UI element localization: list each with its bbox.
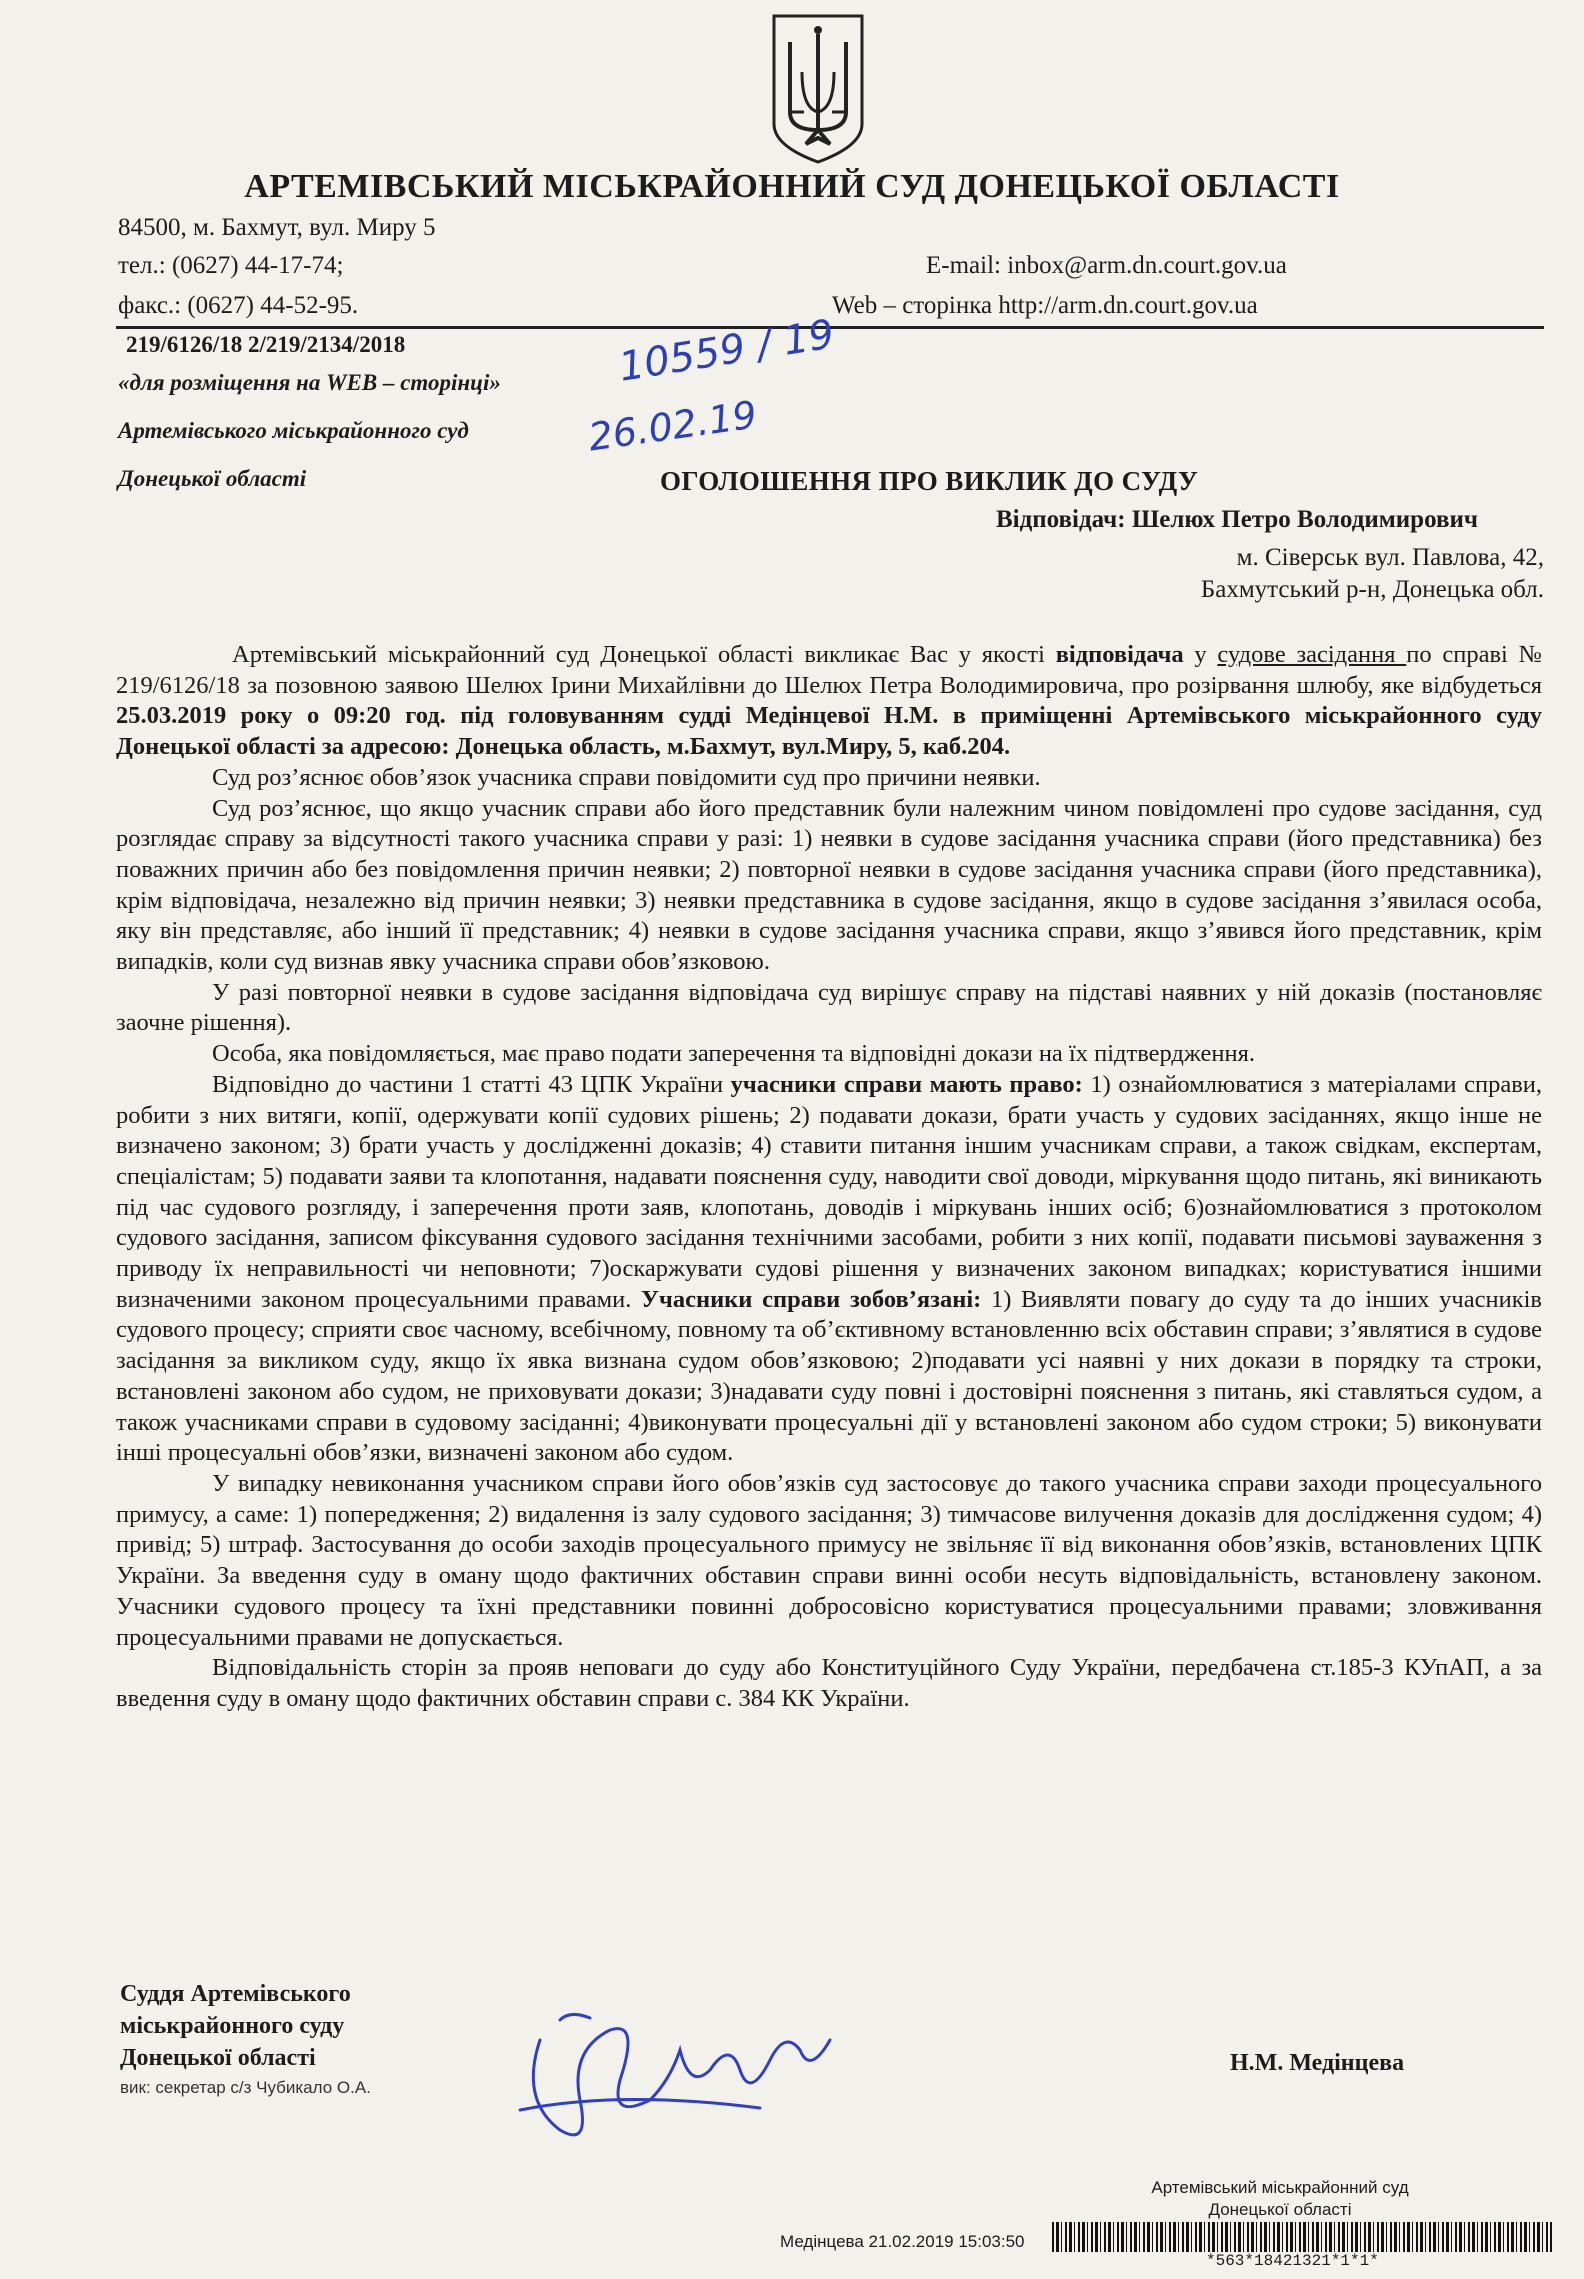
default-judgment-paragraph: У разі повторної неявки в судове засідання відповідача суд вирішує справу на підставі наявних у ній доказів (постановляє заочне рішення). xyxy=(116,978,1542,1037)
court-address: 84500, м. Бахмут, вул. Миру 5 xyxy=(118,214,436,241)
respondent-address-line-2: Бахмутський р-н, Донецька обл. xyxy=(1200,576,1544,603)
objection-right-paragraph: Особа, яка повідомляється, має право подати заперечення та відповідні докази на їх підтвердження. xyxy=(212,1040,1255,1068)
court-phone: тел.: (0627) 44-17-74; xyxy=(118,252,344,279)
respondent-name: Відповідач: Шелюх Петро Володимирович xyxy=(996,506,1478,533)
judge-title-line-3: Донецької області xyxy=(120,2045,316,2071)
judge-name: Н.М. Медінцева xyxy=(1230,2050,1405,2076)
absence-duty-paragraph: Суд роз’яснює обов’язок учасника справи повідомити суд про причини неявки. xyxy=(212,763,1041,791)
case-numbers: 219/6126/18 2/219/2134/2018 xyxy=(126,332,406,357)
stamp-line-2: Донецької області xyxy=(1208,2200,1352,2219)
coercion-measures-paragraph: У випадку невиконання учасником справи його обов’язків суд застосовує до такого учасника справи заходи процесуального примусу, а саме: 1) попередження; 2) видалення із залу судового засідання; 3) тимчасове вилучення доказів для дослідження судом; 4) привід; 5) штраф. Застосування до особи заходів процесуального примусу не звільняє її від виконання обов’язків, встановлених ЦПК України. За введення суду в оману щодо фактичних обставин справи винні особи несуть відповідальність, встановлену законом. Учасники судового процесу та їхні представники повинні добросовісно користуватися процесуальними правами; зловживання процесуальними правами не допускається. xyxy=(116,1469,1542,1651)
handwritten-registration-number: 10559 / 19 xyxy=(615,311,838,391)
summons-paragraph: Артемівський міськрайонний суд Донецької області викликає Вас у якості відповідача у судове засідання по справі № 219/6126/18 за позовною заявою Шелюх Ірини Михайлівни до Шелюх Петра Володимировича, про розірвання шлюбу, яке відбудеться 25.03.2019 року о 09:20 год. під головуванням судді Медінцевої Н.М. в приміщенні Артемівського міськрайонного суду Донецької області за адресою: Донецька область, м.Бахмут, вул.Миру, 5, каб.204. xyxy=(116,641,1542,761)
handwritten-registration-date: 26.02.19 xyxy=(585,392,760,460)
absence-consequences-paragraph: Суд роз’яснює, що якщо учасник справи або його представник були належним чином повідомлені про судове засідання, суд розглядає справу за відсутності такого учасника справи у разі: 1) неявки в судове засідання учасника справи (його представника) без поважних причин або без повідомлення причин неявки; 2) повторної неявки в судове засідання учасника справи (його представника), крім відповідача, незалежно від причин неявки; 3) неявки представника в судове засідання, якщо в судове засідання з’явилася особа, яку він представляє, або інший її представник; 4) неявки в судове засідання учасника справи, якщо з’явився його представник, крім випадків, коли суд визнав явку учасника справи обов’язковою. xyxy=(116,794,1542,976)
coat-of-arms-icon xyxy=(768,12,868,164)
barcode-icon xyxy=(1052,2222,1552,2252)
judge-title-line-2: міськрайонного суду xyxy=(120,2013,345,2039)
court-title: АРТЕМІВСЬКИЙ МІСЬКРАЙОННИЙ СУД ДОНЕЦЬКОЇ ОБЛАСТІ xyxy=(244,168,1340,205)
barcode-text: *563*18421321*1*1* xyxy=(1206,2252,1379,2270)
court-stamp xyxy=(1150,2177,1410,2221)
handwritten-signature xyxy=(500,1980,860,2160)
stamp-line-1: Артемівський міськрайонний суд xyxy=(1151,2178,1409,2197)
court-email: E-mail: inbox@arm.dn.court.gov.ua xyxy=(926,252,1287,279)
notice-heading: ОГОЛОШЕННЯ ПРО ВИКЛИК ДО СУДУ xyxy=(660,466,1199,496)
court-fax: факс.: (0627) 44-52-95. xyxy=(118,292,359,319)
judge-title-line-1: Суддя Артемівського xyxy=(120,1981,351,2007)
rights-and-duties-paragraph: Відповідно до частини 1 статті 43 ЦПК України учасники справи мають право: 1) ознайомлюватися з матеріалами справи, робити з них витяги, копії, одержувати копії судових рішень; 2) подавати докази, брати участь у судових засіданнях, якщо інше не визначено законом; 3) брати участь у дослідженні доказів; 4) ставити питання іншим учасникам справи, а також свідкам, експертам, спеціалістам; 5) подавати заяви та клопотання, надавати пояснення суду, наводити свої доводи, міркування щодо питань, які виникають під час судового розгляду, і заперечення проти заяв, клопотань, доводів і міркувань інших осіб; 6)ознайомлюватися з протоколом судового засідання, записом фіксування судового засідання технічними засобами, робити з них копії, подавати письмові зауваження з приводу їх неправильності чи неповноти; 7)оскаржувати судові рішення у визначених законом випадках; користуватися іншими визначеними законом процесуальними правами. Учасники справи зобов’язані: 1) Виявляти повагу до суду та до інших учасників судового процесу; сприяти своє часному, всебічному, повному та об’єктивному встановленню всіх обставин справи; з’являтися в судове засідання за викликом суду, якщо їх явка визнана судом обов’язковою; 2)подавати усі наявні у них докази в порядку та строки, встановлені законом або судом, не приховувати докази; 3)надавати суду повні і достовірні пояснення з питань, які ставляться судом, а також учасниками справи в судовому засіданні; 4)виконувати процесуальні дії у встановлені законом або судом строки; 5) виконувати інші процесуальні обов’язки, визначені законом або судом. xyxy=(116,1070,1543,1467)
court-name-italic-2: Донецької області xyxy=(118,466,307,491)
stamp-date: Медінцева 21.02.2019 15:03:50 xyxy=(780,2232,1025,2251)
web-placement-note: «для розміщення на WEB – сторінці» xyxy=(118,370,501,395)
court-name-italic-1: Артемівського міськрайонного суд xyxy=(118,418,469,443)
judge-title-block xyxy=(120,1978,351,2074)
court-website: Web – сторінка http://arm.dn.court.gov.ua xyxy=(832,292,1258,319)
respondent-address-line-1: м. Сіверськ вул. Павлова, 42, xyxy=(1236,544,1544,571)
liability-paragraph: Відповідальність сторін за прояв неповаги до суду або Конституційного Суду України, передбачена ст.185-3 КУпАП, а за введення суду в оману щодо фактичних обставин справи с. 384 КК України. xyxy=(116,1654,1542,1712)
executor-note: вик: секретар с/з Чубикало О.А. xyxy=(120,2078,371,2097)
notice-body xyxy=(116,640,1542,1715)
